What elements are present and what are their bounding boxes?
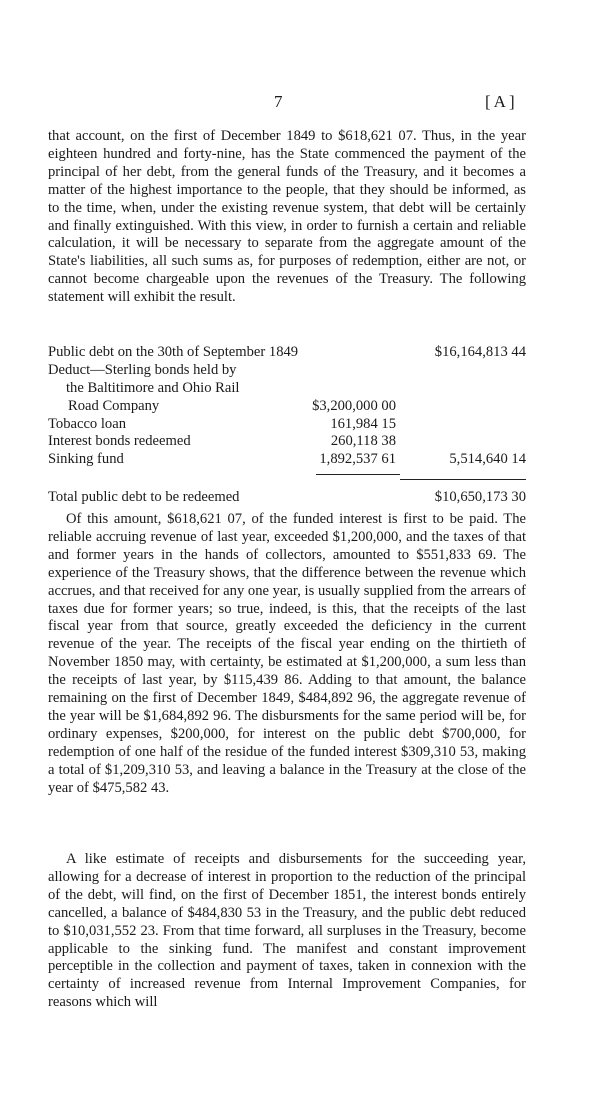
- ledger-rule: [400, 479, 526, 480]
- paragraph: that account, on the first of December 1849 to $618,621 07. Thus, in the year eighteen hundred and forty-nine, has the State commenced the payment of the principal of her debt, from the general funds of the Treasury, and it becomes a matter of the highest importance to the people, that they should be informed, as to the time, when, under the existing revenue system, that debt will be certainly and finally extinguished. With this view, in order to furnish a certain and reliable calculation, it will be necessary to separate from the aggregate amount of the State's liabilities, all such sums as, for purposes of redemption, either are not, or cannot become chargeable upon the revenues of the Treasury. The following statement will exhibit the result.: [48, 128, 526, 306]
- ledger-row-deduct: [48, 362, 526, 380]
- ledger-label: Tobacco loan: [48, 415, 126, 432]
- page-number: 7: [274, 92, 283, 111]
- ledger-label: Public debt on the 30th of September 1849: [48, 344, 299, 360]
- ledger-row-deduct-cont-2: [48, 398, 526, 416]
- ledger-label: Deduct—Sterling bonds held by: [48, 361, 237, 378]
- ledger-amount: 1,892,537 61: [319, 451, 396, 468]
- ledger-row-interest: [48, 433, 526, 451]
- page-header: [0, 92, 600, 116]
- ledger-row-sinking: [48, 451, 526, 469]
- ledger-amount: 260,118 38: [330, 433, 396, 450]
- ledger-amount: $3,200,000 00: [312, 397, 396, 414]
- ledger-row-deduct-cont: [48, 380, 526, 398]
- ledger-rule: [316, 474, 400, 475]
- ledger-amount: $16,164,813 44: [434, 344, 526, 360]
- ledger-label: Sinking fund: [48, 451, 124, 468]
- paragraph: Of this amount, $618,621 07, of the funded interest is first to be paid. The reliable accruing revenue of last year, exceeded $1,200,000, and the taxes of that and former years in the hands of collectors, amounted to $551,833 69. The experience of the Treasury shows, that the difference between the revenue which accrues, and that received for any one year, is usually supplied from the arrears of taxes due for former years; so true, indeed, is this, that the receipts of the last fiscal year from that source, greatly exceeded the deficiency in the current revenue of the year. The receipts of the fiscal year ending on the thirtieth of November 1850 may, with certainty, be estimated at $1,200,000, a sum less than the receipts of last year, by $115,439 86. Adding to that amount, the balance remaining on the first of December 1849, $484,892 96, the aggregate revenue of the year will be $1,684,892 96. The disbursments for the same period will be, for ordinary expenses, $200,000, for interest on the public debt $700,000, for redemption of one half of the residue of the funded interest $309,310 53, making a total of $1,209,310 53, and leaving a balance in the Treasury at the close of the year of $475,582 43.: [48, 511, 526, 796]
- body-text-block: [48, 851, 526, 1012]
- body-text-block: [48, 511, 526, 798]
- debt-statement-table: [48, 344, 526, 469]
- ledger-amount: 161,984 15: [330, 415, 396, 432]
- body-text-block: [48, 128, 526, 307]
- ledger-amount: $10,650,173 30: [434, 489, 526, 505]
- ledger-row-total: [48, 488, 526, 506]
- document-mark: [A]: [485, 92, 518, 111]
- ledger-label: the Baltitimore and Ohio Rail: [66, 379, 240, 396]
- paragraph: A like estimate of receipts and disbursements for the succeeding year, allowing for a decrease of interest in proportion to the reduction of the principal of the debt, will find, on the first of December 1851, the interest bonds entirely cancelled, a balance of $484,830 53 in the Treasury, and the public debt reduced to $10,031,552 23. From that time forward, all surpluses in the Treasury, become applicable to the sinking fund. The manifest and constant improvement perceptible in the collection and payment of taxes, taken in connexion with the certainty of increased revenue from Internal Improvement Companies, for reasons which will: [48, 851, 526, 1011]
- ledger-label: Road Company: [68, 397, 160, 414]
- ledger-row-public-debt: [48, 344, 526, 362]
- ledger-row-tobacco: [48, 416, 526, 434]
- ledger-label: Total public debt to be redeemed: [48, 489, 240, 505]
- ledger-label: Interest bonds redeemed: [48, 433, 191, 450]
- ledger-amount: 5,514,640 14: [449, 451, 526, 468]
